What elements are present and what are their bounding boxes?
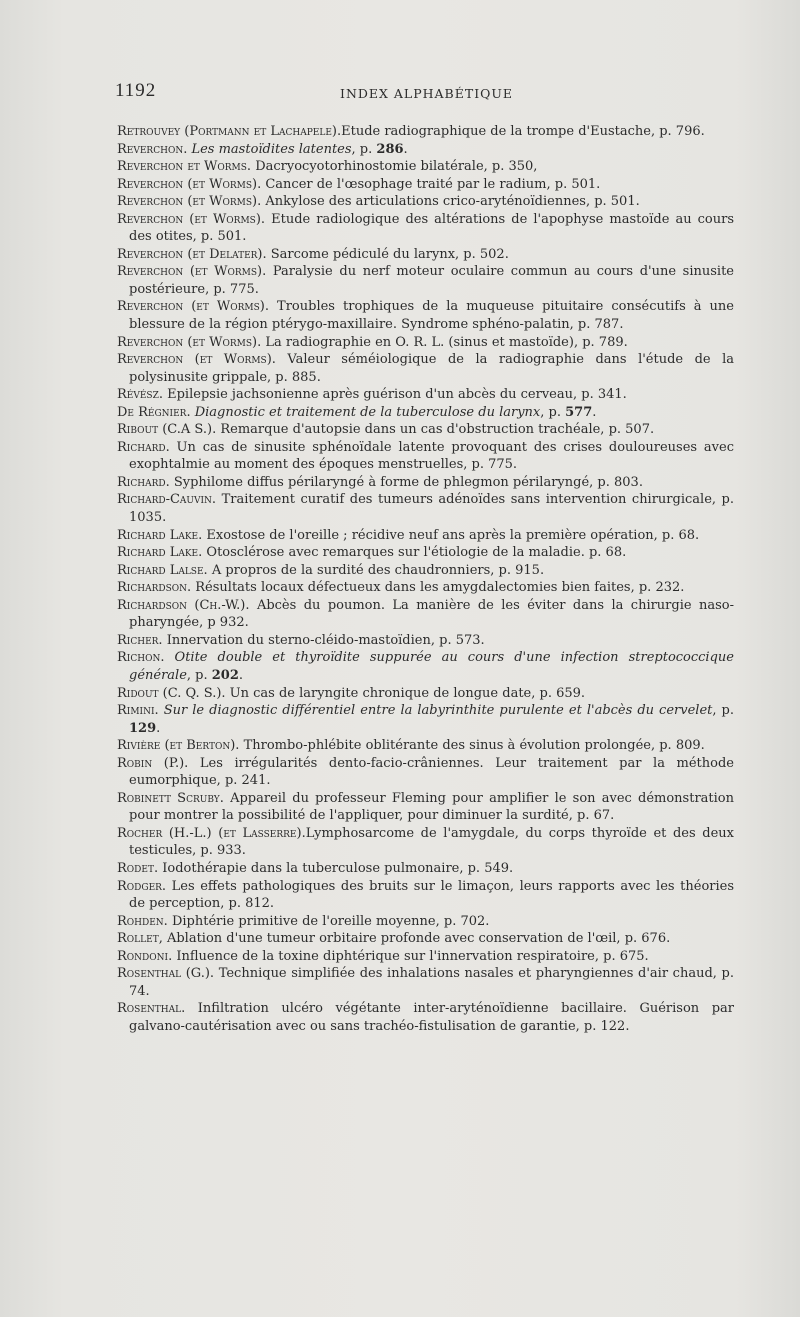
entry-text: , p.: [186, 667, 212, 683]
entry-text: Les mastoïdites latentes: [191, 141, 352, 157]
entry-text: Un cas de laryngite chronique de longue date, p. 659.: [229, 685, 586, 701]
author-name: Reverchon (et Worms).: [117, 194, 266, 210]
entry-text: Lymphosarcome de l'amygdale, du corps thyroïde et des deux testicules, p. 933.: [129, 825, 734, 859]
entry-text: Ankylose des articulations crico-aryténoïdiennes, p. 501.: [265, 194, 640, 210]
index-entry: [117, 439, 734, 474]
index-entry: [117, 123, 734, 141]
entry-text: Ablation d'une tumeur orbitaire profonde avec conservation de l'œil, p. 676.: [166, 931, 671, 947]
author-name: Reverchon (et Worms).: [117, 211, 272, 227]
index-entry: [117, 930, 734, 948]
index-entry: [117, 825, 734, 860]
author-name: Richard Lalse.: [117, 562, 212, 578]
entry-text: Infiltration ulcéro végétante inter-aryténoïdienne bacillaire. Guérison par galvano-cautérisation avec ou sans trachéo-fistulisation de garantie, p. 122.: [129, 1001, 734, 1034]
index-entry: [117, 860, 734, 878]
author-name: Richardson.: [117, 580, 196, 596]
index-entry: [117, 737, 734, 755]
index-entry: [117, 597, 734, 632]
author-name: Rodet.: [117, 860, 163, 876]
entry-text: La radiographie en O. R. L. (sinus et mastoïde), p. 789.: [265, 334, 628, 350]
index-entry: [117, 176, 734, 194]
author-name: Rondoni.: [117, 948, 177, 964]
entry-text: Etude radiographique de la trompe d'Eustache, p. 796.: [341, 124, 705, 139]
index-entry: [117, 334, 734, 352]
index-entry: [117, 246, 734, 264]
index-entry: [117, 544, 734, 562]
entry-text: Remarque d'autopsie dans un cas d'obstruction trachéale, p. 507.: [220, 422, 655, 438]
entry-text: A propros de la surdité des chaudronniers, p. 915.: [211, 562, 545, 578]
entry-text: Epilepsie jachsonienne après guérison d'un abcès du cerveau, p. 341.: [167, 387, 627, 403]
index-entry: [117, 158, 734, 176]
author-name: Rollet,: [117, 931, 167, 947]
author-name: Retrouvey (Portmann et Lachapele).: [117, 124, 342, 139]
entry-text: Diagnostic et traitement de la tuberculose du larynx: [194, 404, 541, 420]
entry-text: Otite double et thyroïdite suppurée au cours d'une infection streptococcique générale: [129, 650, 734, 683]
entry-text: Les effets pathologiques des bruits sur le limaçon, leurs rapports avec les théories de perception, p. 812.: [129, 878, 735, 912]
author-name: De Régnier.: [117, 404, 195, 420]
entry-text: Otosclérose avec remarques sur l'étiologie de la maladie. p. 68.: [206, 545, 627, 561]
index-entry: [117, 298, 734, 333]
entry-text: Innervation du sterno-cléido-mastoïdien, p. 573.: [166, 632, 485, 648]
entry-text: , p.: [540, 404, 566, 420]
index-entry: [117, 790, 734, 825]
page-ref: 202: [211, 667, 239, 683]
index-entry: [117, 913, 734, 931]
page-ref: 129: [129, 720, 157, 736]
author-name: Reverchon (et Worms).: [117, 176, 266, 192]
entry-text: Thrombo-phlébite oblitérante des sinus à évolution prolongée, p. 809.: [243, 738, 705, 754]
index-entry: [117, 474, 734, 492]
page-number: 1192: [115, 80, 157, 101]
author-name: Robinett Scruby.: [117, 790, 231, 806]
index-entry: [117, 878, 734, 913]
author-name: Reverchon (et Worms).: [117, 334, 266, 350]
author-name: Rosenthal (G.).: [117, 966, 219, 982]
entry-text: Troubles trophiques de la muqueuse pituitaire consécutifs à une blessure de la région ptérygo-maxillaire. Syndrome sphéno-palatin, p. 787.: [129, 299, 734, 333]
entry-text: , p.: [351, 141, 377, 157]
entry-text: Sur le diagnostic différentiel entre la labyrinthite purulente et l'abcès du cervelet: [163, 703, 713, 719]
index-entry: [117, 141, 734, 159]
entry-text: .: [156, 720, 161, 736]
author-name: Richard-Cauvin.: [117, 492, 222, 508]
entry-text: Technique simplifiée des inhalations nasales et pharyngiennes d'air chaud, p. 74.: [129, 966, 734, 999]
index-entry: [117, 491, 734, 526]
author-name: Reverchon (et Worms).: [117, 264, 273, 280]
entry-text: Influence de la toxine diphtérique sur l'innervation respiratoire, p. 675.: [176, 948, 649, 964]
index-entry: [117, 632, 734, 650]
author-name: Rocher (H.-L.) (et Lasserre).: [117, 825, 306, 841]
index-list: [117, 123, 734, 1035]
index-entry: [117, 702, 734, 737]
author-name: Richon.: [117, 650, 175, 666]
entry-text: .: [238, 667, 244, 683]
entry-text: Diphtérie primitive de l'oreille moyenne, p. 702.: [171, 913, 490, 929]
index-entry: [117, 404, 734, 422]
entry-text: Résultats locaux défectueux dans les amygdalectomies bien faites, p. 232.: [195, 580, 685, 596]
running-title: INDEX ALPHABÉTIQUE: [340, 86, 514, 101]
index-entry: [117, 649, 734, 684]
index-entry: [117, 685, 734, 703]
index-entry: [117, 948, 734, 966]
entry-text: Paralysie du nerf moteur oculaire commun au cours d'une sinusite postérieure, p. 775.: [129, 264, 734, 297]
entry-text: Valeur séméiologique de la radiographie dans l'étude de la polysinusite grippale, p. 885.: [129, 352, 735, 385]
author-name: Richer.: [117, 632, 167, 648]
entry-text: Iodothérapie dans la tuberculose pulmonaire, p. 549.: [162, 860, 514, 876]
page-ref: 577: [565, 404, 593, 420]
author-name: Reverchon (et Worms).: [117, 352, 288, 368]
author-name: Robin (P.).: [117, 755, 200, 771]
entry-text: Dacryocyotorhinostomie bilatérale, p. 350,: [255, 159, 538, 175]
author-name: Richard.: [117, 474, 174, 490]
author-name: Reverchon et Worms.: [117, 159, 256, 175]
index-entry: [117, 562, 734, 580]
index-entry: [117, 1000, 734, 1035]
index-entry: [117, 755, 734, 790]
entry-text: Appareil du professeur Fleming pour amplifier le son avec démonstration pour montrer la possibilité de l'appliquer, pour diminuer la surdité, p. 67.: [129, 790, 734, 824]
page-ref: 286: [376, 141, 404, 157]
author-name: Richard.: [117, 439, 177, 455]
entry-text: Les irrégularités dento-facio-crâniennes. Leur traitement par la méthode eumorphique, p. 241.: [129, 755, 734, 789]
author-name: Reverchon (et Worms).: [117, 299, 278, 315]
entry-text: Etude radiologique des altérations de l'apophyse mastoïde au cours des otites, p. 501.: [129, 211, 734, 245]
author-name: Richardson (Ch.-W.).: [117, 597, 257, 613]
author-name: Rodger.: [117, 878, 172, 894]
entry-text: Syphilome diffus périlaryngé à forme de phlegmon périlaryngé, p. 803.: [173, 474, 643, 490]
entry-text: Sarcome pédiculé du larynx, p. 502.: [270, 246, 509, 262]
index-entry: [117, 211, 734, 246]
entry-text: Cancer de l'œsophage traité par le radium, p. 501.: [265, 176, 601, 192]
author-name: Rivière (et Berton).: [117, 738, 244, 754]
author-name: Reverchon.: [117, 141, 192, 157]
author-name: Rosenthal.: [117, 1001, 198, 1017]
index-entry: [117, 351, 734, 386]
entry-text: Abcès du poumon. La manière de les éviter dans la chirurgie naso-pharyngée, p 932.: [129, 597, 734, 631]
entry-text: Un cas de sinusite sphénoïdale latente provoquant des crises douloureuses avec exophtalmie au moment des époques menstruelles, p. 775.: [129, 439, 734, 473]
index-entry: [117, 263, 734, 298]
author-name: Rimini.: [117, 703, 164, 719]
index-entry: [117, 386, 734, 404]
author-name: Richard Lake.: [117, 527, 207, 543]
author-name: Reverchon (et Delater).: [117, 246, 271, 262]
author-name: Révész.: [117, 387, 168, 403]
author-name: Ridout (C. Q. S.).: [117, 685, 230, 701]
index-entry: [117, 421, 734, 439]
index-entry: [117, 579, 734, 597]
author-name: Rohden.: [117, 913, 172, 929]
entry-text: Traitement curatif des tumeurs adénoïdes sans intervention chirurgicale, p. 1035.: [129, 492, 734, 526]
entry-text: .: [403, 141, 408, 157]
entry-text: .: [592, 404, 597, 420]
index-entry: [117, 527, 734, 545]
index-entry: [117, 193, 734, 211]
index-entry: [117, 965, 734, 1000]
author-name: Ribout (C.A S.).: [117, 422, 221, 438]
author-name: Richard Lake.: [117, 545, 207, 561]
entry-text: Exostose de l'oreille ; récidive neuf ans après la première opération, p. 68.: [206, 527, 700, 543]
entry-text: , p.: [712, 703, 735, 719]
